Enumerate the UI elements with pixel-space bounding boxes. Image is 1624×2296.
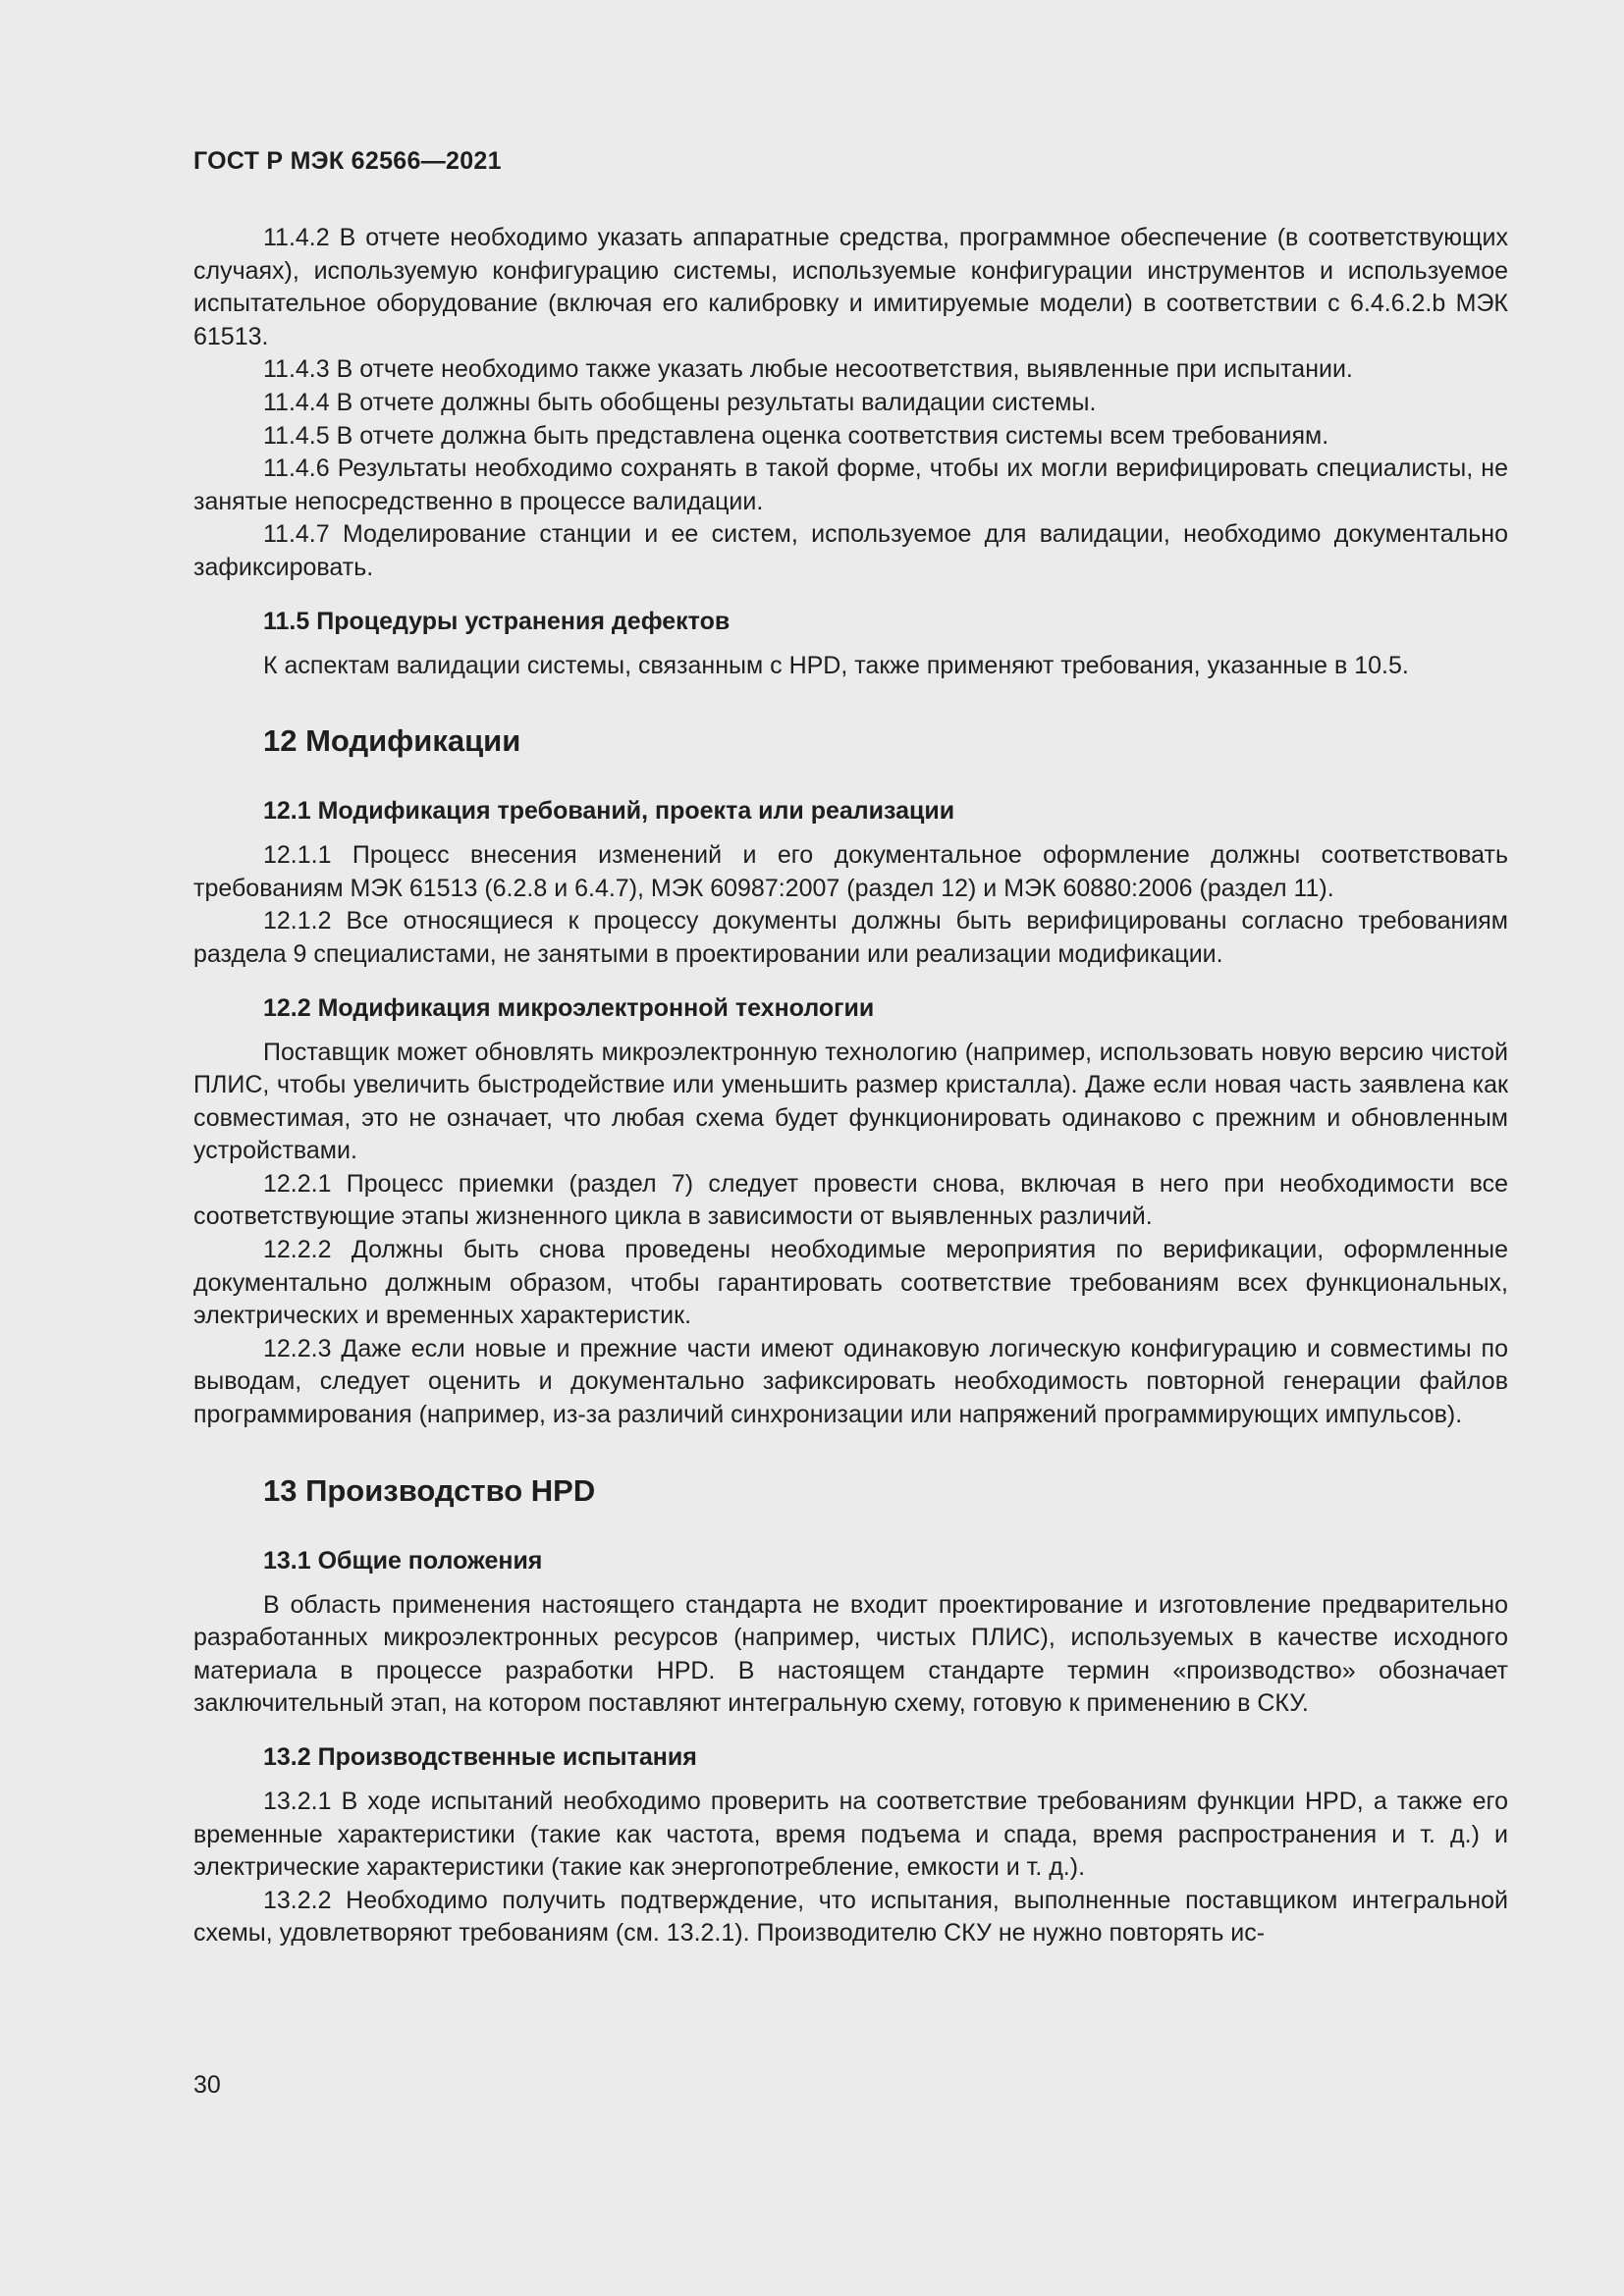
paragraph-11-5: К аспектам валидации системы, связанным с HPD, также применяют требования, указанные в 10.5. [263, 651, 1409, 679]
paragraph-12-1-2: 12.1.2 Все относящиеся к процессу документы должны быть верифицированы согласно требованиям раздела 9 специалистами, не занятыми в проектировании или реализации модификации. [193, 907, 1508, 968]
paragraph-12-2-2: 12.2.2 Должны быть снова проведены необходимые мероприятия по верификации, оформленные документально должным образом, чтобы гарантировать соответствие требованиям всех функциональных, электрических и временных характеристик. [193, 1236, 1508, 1330]
section-heading-12: 12 Модификации [263, 723, 521, 759]
document-body [193, 222, 1508, 1950]
paragraph-11-4-4: 11.4.4 В отчете должны быть обобщены результаты валидации системы. [263, 388, 1097, 416]
subsection-heading-13-1: 13.1 Общие положения [263, 1546, 543, 1575]
subsection-heading-12-1: 12.1 Модификация требований, проекта или реализации [263, 797, 955, 826]
paragraph-11-4-6: 11.4.6 Результаты необходимо сохранять в такой форме, чтобы их могли верифицировать специалисты, не занятые непосредственно в процессе валидации. [193, 454, 1508, 515]
paragraph-13-2-1: 13.2.1 В ходе испытаний необходимо проверить на соответствие требованиям функции HPD, а также его временные характеристики (такие как частота, время подъема и спада, время распространения и т. д.) и электрические характеристики (такие как энергопотребление, емкости и т. д.). [193, 1788, 1508, 1882]
paragraph-11-4-2: 11.4.2 В отчете необходимо указать аппаратные средства, программное обеспечение (в соответствующих случаях), используемую конфигурацию системы, используемые конфигурации инструментов и используемое испытательное оборудование (включая его калибровку и имитируемые модели) в соответствии с 6.4.6.2.b МЭК 61513. [193, 224, 1508, 350]
paragraph-13-1: В область применения настоящего стандарта не входит проектирование и изготовление предварительно разработанных микроэлектронных ресурсов (например, чистых ПЛИС), используемых в качестве исходного материала в процессе разработки HPD. В настоящем стандарте термин «производство» обозначает заключительный этап, на котором поставляют интегральную схему, готовую к применению в СКУ. [193, 1590, 1508, 1718]
subsection-heading-12-2: 12.2 Модификация микроэлектронной технологии [263, 993, 875, 1022]
standard-code-header: ГОСТ Р МЭК 62566—2021 [193, 147, 502, 175]
paragraph-11-4-7: 11.4.7 Моделирование станции и ее систем, используемое для валидации, необходимо документально зафиксировать. [193, 520, 1508, 581]
paragraph-11-4-5: 11.4.5 В отчете должна быть представлена оценка соответствия системы всем требованиям. [263, 421, 1329, 450]
paragraph-12-1-1: 12.1.1 Процесс внесения изменений и его документальное оформление должны соответствовать требованиям МЭК 61513 (6.2.8 и 6.4.7), МЭК 60987:2007 (раздел 12) и МЭК 60880:2006 (раздел 11). [193, 841, 1508, 902]
paragraph-11-4-3: 11.4.3 В отчете необходимо также указать любые несоответствия, выявленные при испытании. [263, 355, 1353, 384]
subsection-heading-13-2: 13.2 Производственные испытания [263, 1743, 697, 1771]
paragraph-12-2-3: 12.2.3 Даже если новые и прежние части имеют одинаковую логическую конфигурацию и совместимы по выводам, следует оценить и документально зафиксировать необходимость повторной генерации файлов программирования (например, из-за различий синхронизации или напряжений программирующих импульсов). [193, 1334, 1508, 1429]
subsection-heading-11-5: 11.5 Процедуры устранения дефектов [263, 607, 731, 635]
section-heading-13: 13 Производство HPD [263, 1472, 596, 1508]
paragraph-12-2-intro: Поставщик может обновлять микроэлектронную технологию (например, использовать новую версию чистой ПЛИС, чтобы увеличить быстродействие или уменьшить размер кристалла). Даже если новая часть заявлена как совместимая, это не означает, что любая схема будет функционировать одинаково с прежним и обновленным устройствами. [193, 1038, 1508, 1165]
page-number: 30 [193, 2071, 221, 2099]
paragraph-12-2-1: 12.2.1 Процесс приемки (раздел 7) следует провести снова, включая в него при необходимости все соответствующие этапы жизненного цикла в зависимости от выявленных различий. [193, 1169, 1508, 1231]
paragraph-13-2-2: 13.2.2 Необходимо получить подтверждение, что испытания, выполненные поставщиком интегральной схемы, удовлетворяют требованиям (см. 13.2.1). Производителю СКУ не нужно повторять ис- [193, 1886, 1508, 1948]
